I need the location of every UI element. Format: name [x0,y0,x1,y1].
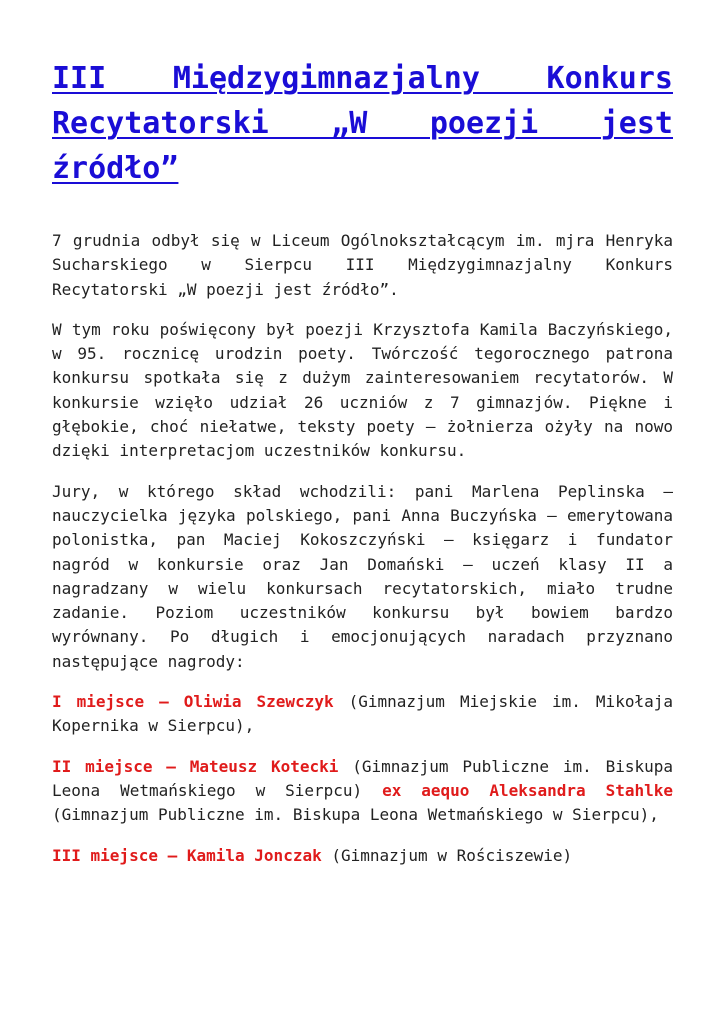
award-third [52,844,673,868]
award-second-winner: II miejsce – Mateusz Kotecki [52,756,339,776]
paragraph-intro: 7 grudnia odbył się w Liceum Ogólnokształcącym im. mjra Henryka Sucharskiego w Sierpcu III Międzygimnazjalny Konkurs Recytatorski „W poezji jest źródło”. [52,231,673,299]
award-first-school: (Gimnazjum Miejskie im. Mikołaja Kopernika w Sierpcu), [52,692,673,736]
paragraph-theme: W tym roku poświęcony był poezji Krzysztofa Kamila Baczyńskiego, w 95. rocznicę urodzin poety. Twórczość tegorocznego patrona konkursu spotkała się z dużym zainteresowaniem recytatorów. W konkursie wzięło udział 26 uczniów z 7 gimnazjów. Piękne i głębokie, choć niełatwe, teksty poety – żołnierza ożyły na nowo dzięki interpretacjom uczestników konkursu. [52,319,673,461]
article [52,56,673,884]
award-second-exaequo: ex aequo Aleksandra Stahlke [382,780,674,800]
award-second-school: (Gimnazjum Publiczne im. Biskupa Leona Wetmańskiego w Sierpcu) [52,756,673,800]
award-second [52,755,673,828]
title-link[interactable]: III Międzygimnazjalny Konkurs Recytatorski „W poezji jest źródło” [52,61,673,186]
article-body [52,229,673,868]
paragraph-jury: Jury, w którego skład wchodzili: pani Marlena Peplinska – nauczycielka języka polskiego, pani Anna Buczyńska – emerytowana polonistka, pan Maciej Kokoszczyński – księgarz i fundator nagród w konkursie oraz Jan Domański – uczeń klasy II a nagradzany w wielu konkursach recytatorskich, miało trudne zadanie. Poziom uczestników konkursu był bowiem bardzo wyrównany. Po długich i emocjonujących naradach przyznano następujące nagrody: [52,481,673,671]
award-third-winner: III miejsce – Kamila Jonczak [52,845,322,865]
page-title [52,56,673,191]
award-first [52,690,673,739]
award-first-winner: I miejsce – Oliwia Szewczyk [52,692,334,712]
award-second-school2: (Gimnazjum Publiczne im. Biskupa Leona Wetmańskiego w Sierpcu), [52,805,659,825]
award-third-school: (Gimnazjum w Rościszewie) [321,845,573,865]
